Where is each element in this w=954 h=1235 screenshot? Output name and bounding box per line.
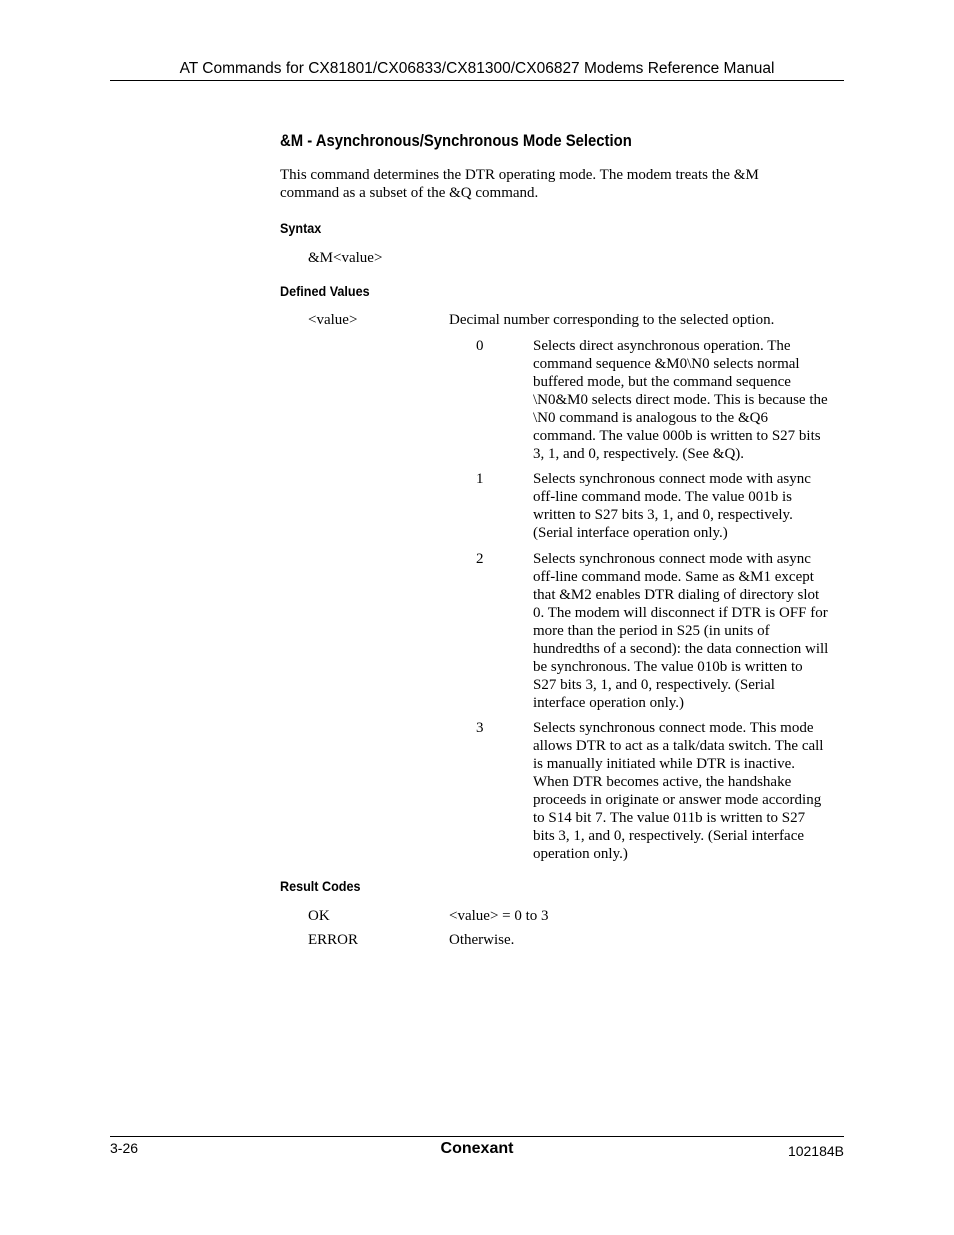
option-line: \N0&M0 selects direct mode. This is because the bbox=[533, 392, 828, 408]
syntax-text: &M<value> bbox=[308, 250, 383, 266]
section-title: &M - Asynchronous/Synchronous Mode Selection bbox=[280, 132, 632, 150]
option-line: allows DTR to act as a talk/data switch. The call bbox=[533, 738, 824, 754]
option-line: is manually initiated while DTR is inactive. bbox=[533, 756, 796, 772]
option-line: be synchronous. The value 010b is written to bbox=[533, 659, 803, 675]
result-code-description: Otherwise. bbox=[449, 932, 515, 948]
option-line: off-line command mode. The value 001b is bbox=[533, 489, 792, 505]
option-line: operation only.) bbox=[533, 846, 628, 862]
header-rule bbox=[110, 80, 844, 81]
option-line: Selects synchronous connect mode. This mode bbox=[533, 720, 814, 736]
option-line: that &M2 enables DTR dialing of directory slot bbox=[533, 587, 820, 603]
page-number: 3-26 bbox=[110, 1140, 139, 1156]
option-line: Selects synchronous connect mode with async bbox=[533, 551, 811, 567]
option-line: Selects synchronous connect mode with async bbox=[533, 471, 811, 487]
option-line: Selects direct asynchronous operation. The bbox=[533, 338, 791, 354]
intro-paragraph bbox=[280, 166, 800, 202]
option-line: more than the period in S25 (in units of bbox=[533, 623, 770, 639]
option-description bbox=[533, 337, 845, 463]
option-value: 1 bbox=[476, 471, 484, 487]
param-name: <value> bbox=[308, 312, 358, 328]
option-description bbox=[533, 719, 845, 863]
option-line: command sequence &M0\N0 selects normal bbox=[533, 356, 800, 372]
option-line: buffered mode, but the command sequence bbox=[533, 374, 791, 390]
option-description bbox=[533, 550, 845, 712]
result-code: ERROR bbox=[308, 932, 359, 948]
result-code: OK bbox=[308, 908, 330, 924]
option-description bbox=[533, 470, 845, 542]
defined-values-heading: Defined Values bbox=[280, 283, 370, 299]
result-codes-heading: Result Codes bbox=[280, 878, 361, 894]
option-line: (Serial interface operation only.) bbox=[533, 525, 728, 541]
option-line: command. The value 000b is written to S27 bits bbox=[533, 428, 821, 444]
option-line: off-line command mode. Same as &M1 except bbox=[533, 569, 814, 585]
footer-rule bbox=[110, 1136, 844, 1137]
option-value: 2 bbox=[476, 551, 484, 567]
option-line: S27 bits 3, 1, and 0, respectively. (Serial bbox=[533, 677, 775, 693]
option-value: 0 bbox=[476, 338, 484, 354]
result-code-description: <value> = 0 to 3 bbox=[449, 908, 549, 924]
option-line: When DTR becomes active, the handshake bbox=[533, 774, 792, 790]
option-line: hundredths of a second): the data connection will bbox=[533, 641, 829, 657]
option-line: interface operation only.) bbox=[533, 695, 685, 711]
option-line: 3, 1, and 0, respectively. (See &Q). bbox=[533, 446, 745, 462]
option-line: proceeds in originate or answer mode according bbox=[533, 792, 822, 808]
option-line: bits 3, 1, and 0, respectively. (Serial interface bbox=[533, 828, 805, 844]
option-line: 0. The modem will disconnect if DTR is OFF for bbox=[533, 605, 828, 621]
option-line: to S14 bit 7. The value 011b is written to S27 bbox=[533, 810, 806, 826]
intro-line: This command determines the DTR operating mode. The modem treats the &M bbox=[280, 167, 759, 183]
option-value: 3 bbox=[476, 720, 484, 736]
syntax-heading: Syntax bbox=[280, 220, 322, 236]
running-header: AT Commands for CX81801/CX06833/CX81300/CX06827 Modems Reference Manual bbox=[179, 60, 775, 77]
option-line: written to S27 bits 3, 1, and 0, respectively. bbox=[533, 507, 793, 523]
doc-number: 102184B bbox=[787, 1143, 844, 1159]
param-description: Decimal number corresponding to the selected option. bbox=[449, 312, 775, 328]
intro-line: command as a subset of the &Q command. bbox=[280, 185, 539, 201]
company-name: Conexant bbox=[440, 1140, 514, 1157]
option-line: \N0 command is analogous to the &Q6 bbox=[533, 410, 768, 426]
